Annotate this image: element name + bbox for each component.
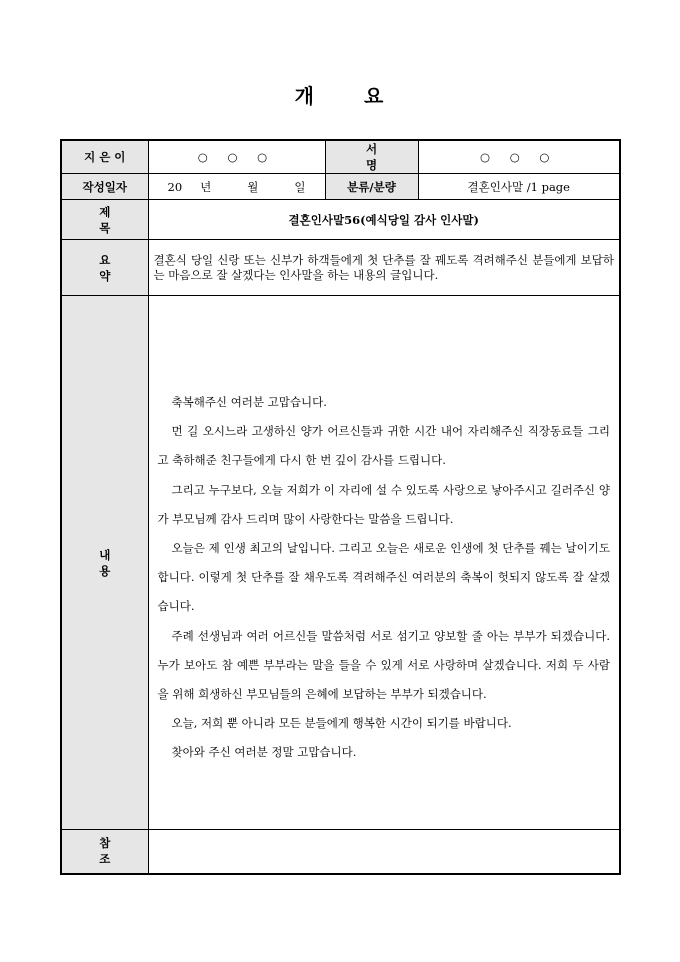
content-paragraph: 오늘, 저희 뿐 아니라 모든 분들에게 행복한 시간이 되기를 바랍니다. <box>171 716 512 731</box>
date-label: 작성일자 <box>61 174 148 200</box>
category-label: 분류/분량 <box>325 174 418 200</box>
content-paragraph: 먼 길 오시느라 고생하신 양가 어르신들과 귀한 시간 내어 자리해주신 직장동료들 그리고 축하해준 친구들에게 다시 한 번 깊이 감사를 드립니다. <box>157 424 610 468</box>
summary-label: 요 약 <box>61 240 148 296</box>
content-paragraph: 주례 선생님과 여러 어르신들 말씀처럼 서로 섬기고 양보할 줄 아는 부부가 되겠습니다. 누가 보아도 참 예쁜 부부라는 말을 들을 수 있게 서로 사랑하며 살겠습니다. 저희 두 사람을 위해 희생하신 부모님들의 은혜에 보답하는 부부가 되겠습니다. <box>157 628 610 702</box>
date-value <box>148 174 325 200</box>
row-subject <box>61 200 620 240</box>
content-paragraph: 축복해주신 여러분 고맙습니다. <box>171 395 327 409</box>
row-author <box>61 140 620 174</box>
subject-label: 제 목 <box>61 200 148 240</box>
page-title-left: 개 <box>294 84 316 108</box>
summary-value: 결혼식 당일 신랑 또는 신부가 하객들에게 첫 단추를 잘 꿰도록 격려해주신 분들에게 보답하는 마음으로 잘 살겠다는 인사말을 하는 내용의 글입니다. <box>148 240 620 296</box>
date-year-unit: 년 <box>200 179 212 194</box>
reference-value <box>148 830 620 874</box>
page-title-right: 요 <box>364 84 386 108</box>
author-label: 지 은 이 <box>61 140 148 174</box>
row-date <box>61 174 620 200</box>
author-value: ○ ○ ○ <box>148 140 325 174</box>
row-reference <box>61 830 620 874</box>
date-month-unit: 월 <box>247 179 259 194</box>
info-form-table <box>60 139 621 875</box>
reference-label: 참 조 <box>61 830 148 874</box>
content-paragraph: 찾아와 주신 여러분 정말 고맙습니다. <box>171 745 357 760</box>
signature-label: 서 명 <box>325 140 418 174</box>
content-paragraph: 그리고 누구보다, 오늘 저희가 이 자리에 설 수 있도록 사랑으로 낳아주시고 길러주신 양가 부모님께 감사 드리며 많이 사랑한다는 말씀을 드립니다. <box>157 482 610 526</box>
date-year: 20 <box>167 179 183 194</box>
date-day-unit: 일 <box>294 179 306 194</box>
content-label: 내 용 <box>61 296 148 830</box>
subject-value: 결혼인사말56(예식당일 감사 인사말) <box>148 200 620 240</box>
page-title <box>0 80 680 109</box>
content-paragraph: 오늘은 제 인생 최고의 날입니다. 그리고 오늘은 새로운 인생에 첫 단추를 꿰는 날이기도 합니다. 이렇게 첫 단추를 잘 채우도록 격려해주신 여러분의 축복이 헛되지 않도록 잘 살겠습니다. <box>157 541 610 614</box>
content-body <box>148 296 620 830</box>
row-summary <box>61 240 620 296</box>
row-content <box>61 296 620 830</box>
category-value: 결혼인사말 /1 page <box>418 174 620 200</box>
signature-value: ○ ○ ○ <box>418 140 620 174</box>
